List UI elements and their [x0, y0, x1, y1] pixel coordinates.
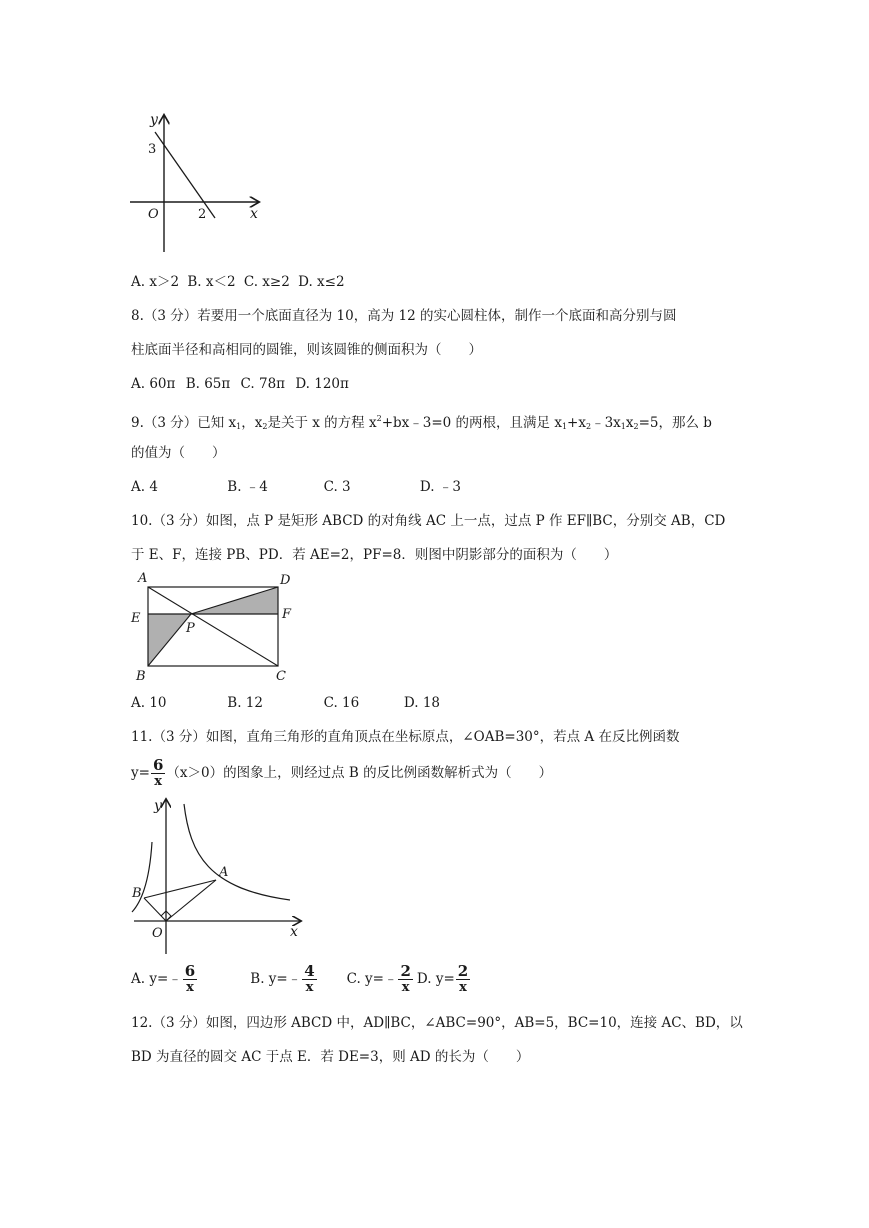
q8-options	[131, 374, 349, 394]
q7-option-d[interactable]: D. x≤2	[298, 274, 345, 290]
q9-option-c[interactable]: C. 3	[323, 479, 351, 495]
q8-option-d[interactable]: D. 120π	[295, 376, 349, 392]
q11-label-a: A	[219, 865, 229, 880]
q11-y-label: y	[154, 798, 162, 814]
q10-label-d: D	[280, 573, 291, 588]
q7-y-intercept: 3	[148, 142, 157, 157]
q10-text-line1: 10.（3 分）如图，点 P 是矩形 ABCD 的对角线 AC 上一点，过点 P 作 EF∥BC，分别交 AB，CD	[131, 513, 726, 529]
q11-hyperbola-a	[184, 804, 290, 900]
q10-label-f: F	[282, 607, 292, 622]
q7-option-a[interactable]: A. x＞2	[131, 274, 180, 290]
q7-option-b[interactable]: B. x＜2	[187, 274, 236, 290]
q11-text-line1: 11.（3 分）如图，直角三角形的直角顶点在坐标原点，∠OAB=30°，若点 A 在反比例函数	[131, 729, 680, 745]
q11-hyperbola-b	[132, 842, 152, 912]
q10-option-b[interactable]: B. 12	[227, 695, 263, 711]
q10-label-a: A	[138, 571, 148, 586]
q11-segment-ob	[144, 898, 166, 921]
q12-text-line1: 12.（3 分）如图，四边形 ABCD 中，AD∥BC，∠ABC=90°，AB=5，BC=10，连接 AC、BD，以	[131, 1015, 743, 1031]
q11-text-line2: y= $\frac{6}{x}$ （x＞0）的图象上，则经过点 B 的反比例函数解析式为（ ）	[131, 756, 553, 789]
q10-text-line2: 于 E、F，连接 PB、PD．若 AE=2，PF=8．则图中阴影部分的面积为（ ）	[131, 547, 618, 563]
q11-option-d[interactable]: D. y= $\frac{2}{x}$	[416, 962, 469, 995]
q10-figure	[128, 568, 298, 686]
q11-figure	[128, 794, 306, 958]
q10-label-b: B	[136, 669, 146, 684]
q8-text-line1: 8.（3 分）若要用一个底面直径为 10，高为 12 的实心圆柱体，制作一个底面和高分别与圆	[131, 308, 677, 324]
q11-fraction: $\frac{6}{x}$	[152, 756, 164, 789]
q10-label-c: C	[276, 669, 286, 684]
q7-y-label: y	[150, 112, 158, 128]
q11-options	[131, 962, 471, 996]
q9-option-a[interactable]: A. 4	[131, 479, 158, 495]
q11-option-c[interactable]: C. y=﹣ $\frac{2}{x}$	[346, 962, 411, 995]
q10-option-d[interactable]: D. 18	[403, 695, 440, 711]
q10-options	[131, 693, 440, 713]
q11-origin: O	[152, 926, 163, 941]
q8-option-a[interactable]: A. 60π	[131, 376, 176, 392]
q11-option-b[interactable]: B. y=﹣ $\frac{4}{x}$	[250, 962, 315, 995]
q7-x-label: x	[250, 206, 258, 222]
q7-option-c[interactable]: C. x≥2	[243, 274, 290, 290]
q9-option-d[interactable]: D. ﹣3	[419, 479, 461, 495]
q8-text-line2: 柱底面半径和高相同的圆锥，则该圆锥的侧面积为（ ）	[131, 342, 482, 358]
q7-figure	[128, 110, 268, 255]
q7-origin: O	[148, 207, 159, 222]
q9-option-b[interactable]: B. ﹣4	[227, 479, 268, 495]
q11-option-a[interactable]: A. y=﹣ $\frac{6}{x}$	[131, 962, 196, 995]
q7-x-intercept: 2	[198, 207, 207, 222]
q9-text-line1: 9.（3 分）已知 $x_1$，$x_2$是关于 x 的方程 $x^2+bx﹣3=0$ 的两根，且满足 $x_1+x_2﹣3x_1x_2=5$，那么 b	[131, 414, 712, 431]
q11-x-label: x	[290, 924, 298, 940]
q8-option-c[interactable]: C. 78π	[240, 376, 286, 392]
q10-option-a[interactable]: A. 10	[131, 695, 167, 711]
q12-text-line2: BD 为直径的圆交 AC 于点 E．若 DE=3，则 AD 的长为（ ）	[131, 1049, 530, 1065]
q9-text-line2: 的值为（ ）	[131, 445, 226, 461]
q10-option-c[interactable]: C. 16	[323, 695, 360, 711]
q7-options	[131, 272, 345, 292]
q9-options	[131, 477, 461, 497]
q8-option-b[interactable]: B. 65π	[185, 376, 231, 392]
q10-label-p: P	[186, 621, 195, 636]
q10-label-e: E	[131, 611, 141, 626]
q11-label-b: B	[132, 886, 142, 901]
